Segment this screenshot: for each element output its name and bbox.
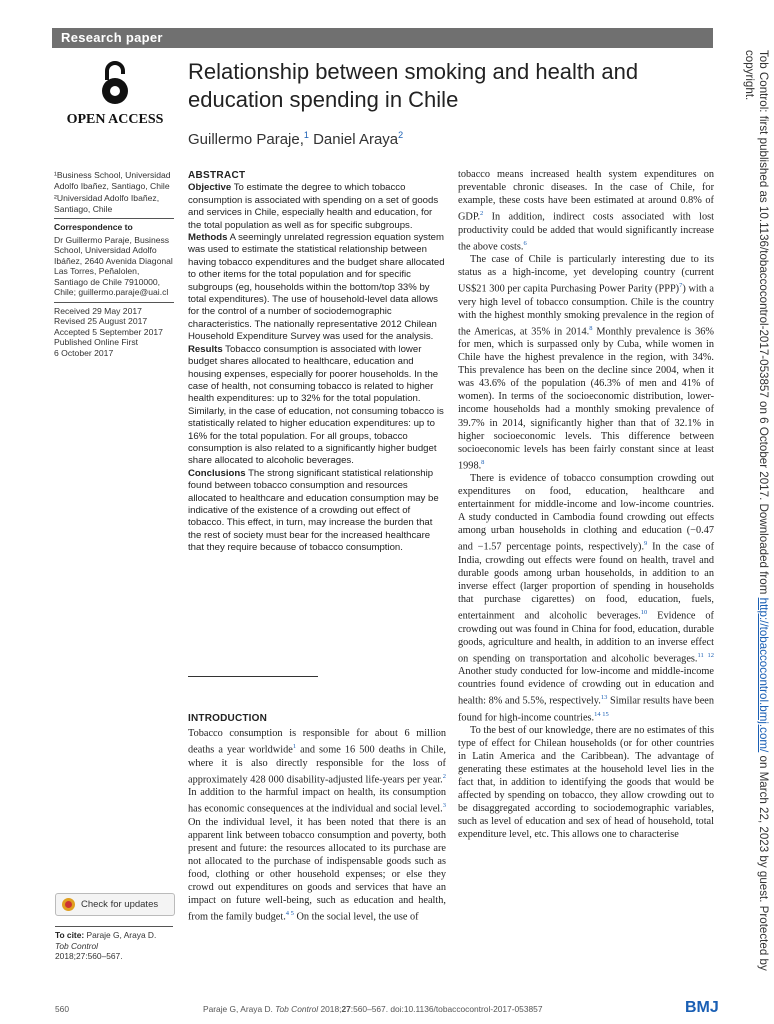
body-text: On the individual level, it has been noted that there is an apparent link between tobacco consumption and poverty, both present and future: the resources allocated to its purchase are not allocated to the purchase of indispensable goods such as food, clothing or other household expenses; or else they crowd out expenditures on goods and services that have an impact on future well-being, such as education and health, from the family budget.: [188, 816, 446, 923]
author-name[interactable]: Daniel Araya: [308, 131, 399, 148]
correspondence-heading: Correspondence to: [54, 222, 133, 232]
methods-label: Methods: [188, 232, 228, 244]
methods-text: A seemingly unrelated regression equation system was used to estimate the statistical relationship between having tobacco expenditures and the budget share allocated to other items for the total population and for specific subgroups (eg, households within the bottom/top 33% by total expenditures). The use of household-level data allows for the control of a number of sociodemographic characteristics. The nationally representative 2012 Chilean Household Expenditure Survey was used for the analysis.: [188, 232, 445, 343]
author-name[interactable]: Guillermo Paraje,: [188, 131, 304, 148]
journal-link[interactable]: http://tobaccocontrol.bmj.com/: [757, 597, 770, 753]
affiliation: ²Universidad Adolfo Ibañez, Santiago, Chile: [54, 193, 160, 214]
cite-text: Paraje G, Araya D.: [84, 930, 157, 940]
cite-label: To cite:: [55, 930, 85, 940]
correspondence-address: Dr Guillermo Paraje, Business School, Universidad Adolfo Ibáñez, 2640 Avenida Diagonal Las Torres, Peñalolen, Santiago de Chile 7910000, Chile; guillermo.paraje@uai.cl: [54, 234, 173, 297]
objective-label: Objective: [188, 182, 232, 194]
results-text: Tobacco consumption is associated with lower budget shares allocated to healthcare, education and housing expenses, especially for poorer households. In the case of health, not consuming tobacco is related to higher health expenditures: up to 32% for the total population. Similarly, in the case of education, not consuming tobacco is statistically related to higher education expenditures: up to 16% for the total population. For all groups, tobacco consumption is also related to a significantly higher budget share allocated to alcoholic beverages.: [188, 343, 444, 467]
paragraph: tobacco means increased health system expenditures on preventable chronic diseases. In the case of Chile, for example, these costs have been estimated at around 0.8% of GDP.$^2$ In addition, indirect costs associated with lost productivity could be added that would significantly increase the above costs.$^6$: [458, 169, 714, 253]
body-text: In addition to the harmful impact on health, its consumption has economic consequences at the individual and social level.: [188, 787, 446, 815]
revised-date: Revised 25 August 2017: [54, 316, 148, 326]
section-banner: [52, 28, 713, 48]
accepted-date: Accepted 5 September 2017: [54, 326, 163, 337]
paragraph: There is evidence of tobacco consumption crowding out expenditures on food, education, healthcare and entertainment for middle-income and low-income countries. A study conducted in Cambodia found crowding out effects among urban households in clothing and education (−0.47 and −1.57 percentage points, respectively).$^9$ In the case of India, crowding out effects were found on health, travel and durable goods among urban households, in addition to an inverse effect (larger proportion of spending in households that purchase cigarettes) on food, education, fuels, entertainment and alcoholic beverages.$^{10}$ Evidence of crowding out was found in China for food, education, durable goods, agriculture and health, in addition to an inverse effect on spending on transportation and alcoholic beverages.$^{11 12}$ Another study conducted for low-income and middle-income countries found evidence of crowding out in education and health: 8% and 5.5%, respectively.$^{13}$ Similar results have been found for high-income countries.$^{14 15}$: [458, 473, 715, 724]
results-label: Results: [188, 343, 223, 355]
published-label: Published Online First: [54, 337, 139, 347]
article-title: Relationship between smoking and health and education spending in Chile: [188, 59, 639, 112]
citation-box: [55, 926, 173, 962]
published-date: 6 October 2017: [54, 347, 114, 358]
citation-link[interactable]: 2: [442, 772, 446, 780]
body-text: and some 16 500 deaths in Chile, where it is also directly responsible for the loss of approximately 428 000 disability-adjusted life-years per year.: [188, 744, 447, 786]
citation-link[interactable]: 2: [480, 210, 484, 218]
body-text: Tobacco consumption is responsible for about 6 million deaths a year worldwide: [188, 728, 446, 756]
open-access-lock-icon: [98, 60, 132, 106]
citation-link[interactable]: 9: [644, 540, 648, 548]
introduction-heading: INTRODUCTION: [188, 713, 268, 724]
author-affiliation-marker: 2: [398, 130, 404, 140]
citation-link[interactable]: 14 15: [594, 710, 609, 718]
check-for-updates-label: Check for updates: [81, 899, 159, 910]
citation-link[interactable]: 4 5: [285, 909, 294, 917]
abstract: [188, 170, 446, 555]
banner-label: Research paper: [61, 30, 163, 45]
page-number: 560: [55, 1004, 69, 1014]
open-access-label: OPEN ACCESS: [66, 112, 164, 127]
article-info-column: [54, 170, 174, 358]
abstract-divider: [188, 676, 318, 677]
body-right-column: [458, 168, 714, 842]
affiliation: ¹Business School, Universidad Adolfo Ibañez, Santiago, Chile: [54, 170, 171, 191]
introduction-section: [188, 712, 446, 923]
citation-link[interactable]: 3: [442, 802, 446, 810]
author-affiliation-marker: 1: [303, 130, 309, 140]
citation-link[interactable]: 1: [292, 743, 297, 751]
sidebar-text: Tob Control: first published as 10.1136/tobaccocontrol-2017-053857 on 6 October 2017. Downloaded from http://tobaccocontrol.bmj.com/ on March 22, 2023 by guest. Protected by copyright.: [743, 50, 770, 971]
footer-citation: Paraje G, Araya D. Tob Control 2018;27:560–567. doi:10.1136/tobaccocontrol-2017-053857: [203, 1004, 543, 1014]
cite-ref: 2018;27:560–567.: [55, 951, 123, 961]
citation-link[interactable]: 7: [679, 282, 683, 290]
received-date: Received 29 May 2017: [54, 305, 142, 316]
paragraph: To the best of our knowledge, there are no estimates of this type of effect for Chilean households (or for other countries in Latin America and the Caribbean). The advantage of generating these estimates at the household level lies in the fact that, in addition to identifying the goods that would be affected by spending on tobacco, they allow crowding out to be disaggregated according to sociodemographic variables, such as level of education and sex of head of household, total expenditure level, etc. This allows one to characterise: [458, 725, 714, 841]
download-sidebar: [726, 50, 774, 1010]
citation-link[interactable]: 10: [640, 609, 648, 617]
abstract-heading: ABSTRACT: [188, 170, 246, 181]
body-text: On the social level, the use of: [293, 911, 419, 923]
citation-link[interactable]: 6: [523, 239, 527, 247]
author-list: [188, 130, 403, 148]
conclusions-text: The strong significant statistical relationship found between tobacco consumption and resources allocated to healthcare and education consumption may be indicative of the existence of a crowding out effect of tobacco. This effect, in turn, may increase the burden that the rest of society must bear for the increased healthcare that they require because of tobacco consumption.: [188, 467, 439, 554]
divider: [54, 218, 174, 219]
conclusions-label: Conclusions: [188, 467, 246, 479]
update-icon: [62, 898, 75, 911]
cite-journal: Tob Control: [55, 940, 98, 951]
citation-link[interactable]: 11 12: [697, 651, 714, 659]
paragraph: The case of Chile is particularly interesting due to its status as a high-income, yet developing country (current US$21 300 per capita Purchasing Power Parity (PPP)$^7$) with a very high level of tobacco consumption. Chile is the country with the highest monthly smoking prevalence in the region of the Americas, at 35% in 2014.$^8$ Monthly prevalence is 36% for men, which is surpassed only by Cuba, while women in Chile have the highest prevalence in the region, with 34%. This prevalence has been on the decline since 2004, when it was 43.6% of the population (46.3% of men and 41% of women). In terms of the socioeconomic distribution, lower-income households had a monthly smoking prevalence of 39.7% in 2014, significantly higher than that of 32.1% in higher socioeconomic levels. This difference between socioeconomic levels has been fairly constant since at least 1998.$^8$: [458, 254, 714, 472]
bmj-logo: BMJ: [685, 999, 719, 1016]
citation-link[interactable]: 13: [600, 694, 608, 702]
open-access-logo: [60, 60, 170, 128]
citation-link[interactable]: 8: [481, 458, 485, 466]
check-for-updates-button[interactable]: [55, 893, 175, 916]
citation-link[interactable]: 8: [589, 324, 593, 332]
objective-text: To estimate the degree to which tobacco consumption is associated with spending on a set of goods and services in Chile, especially health and education, for the total population as well as for specific subgroups.: [188, 182, 439, 231]
divider: [54, 302, 174, 303]
